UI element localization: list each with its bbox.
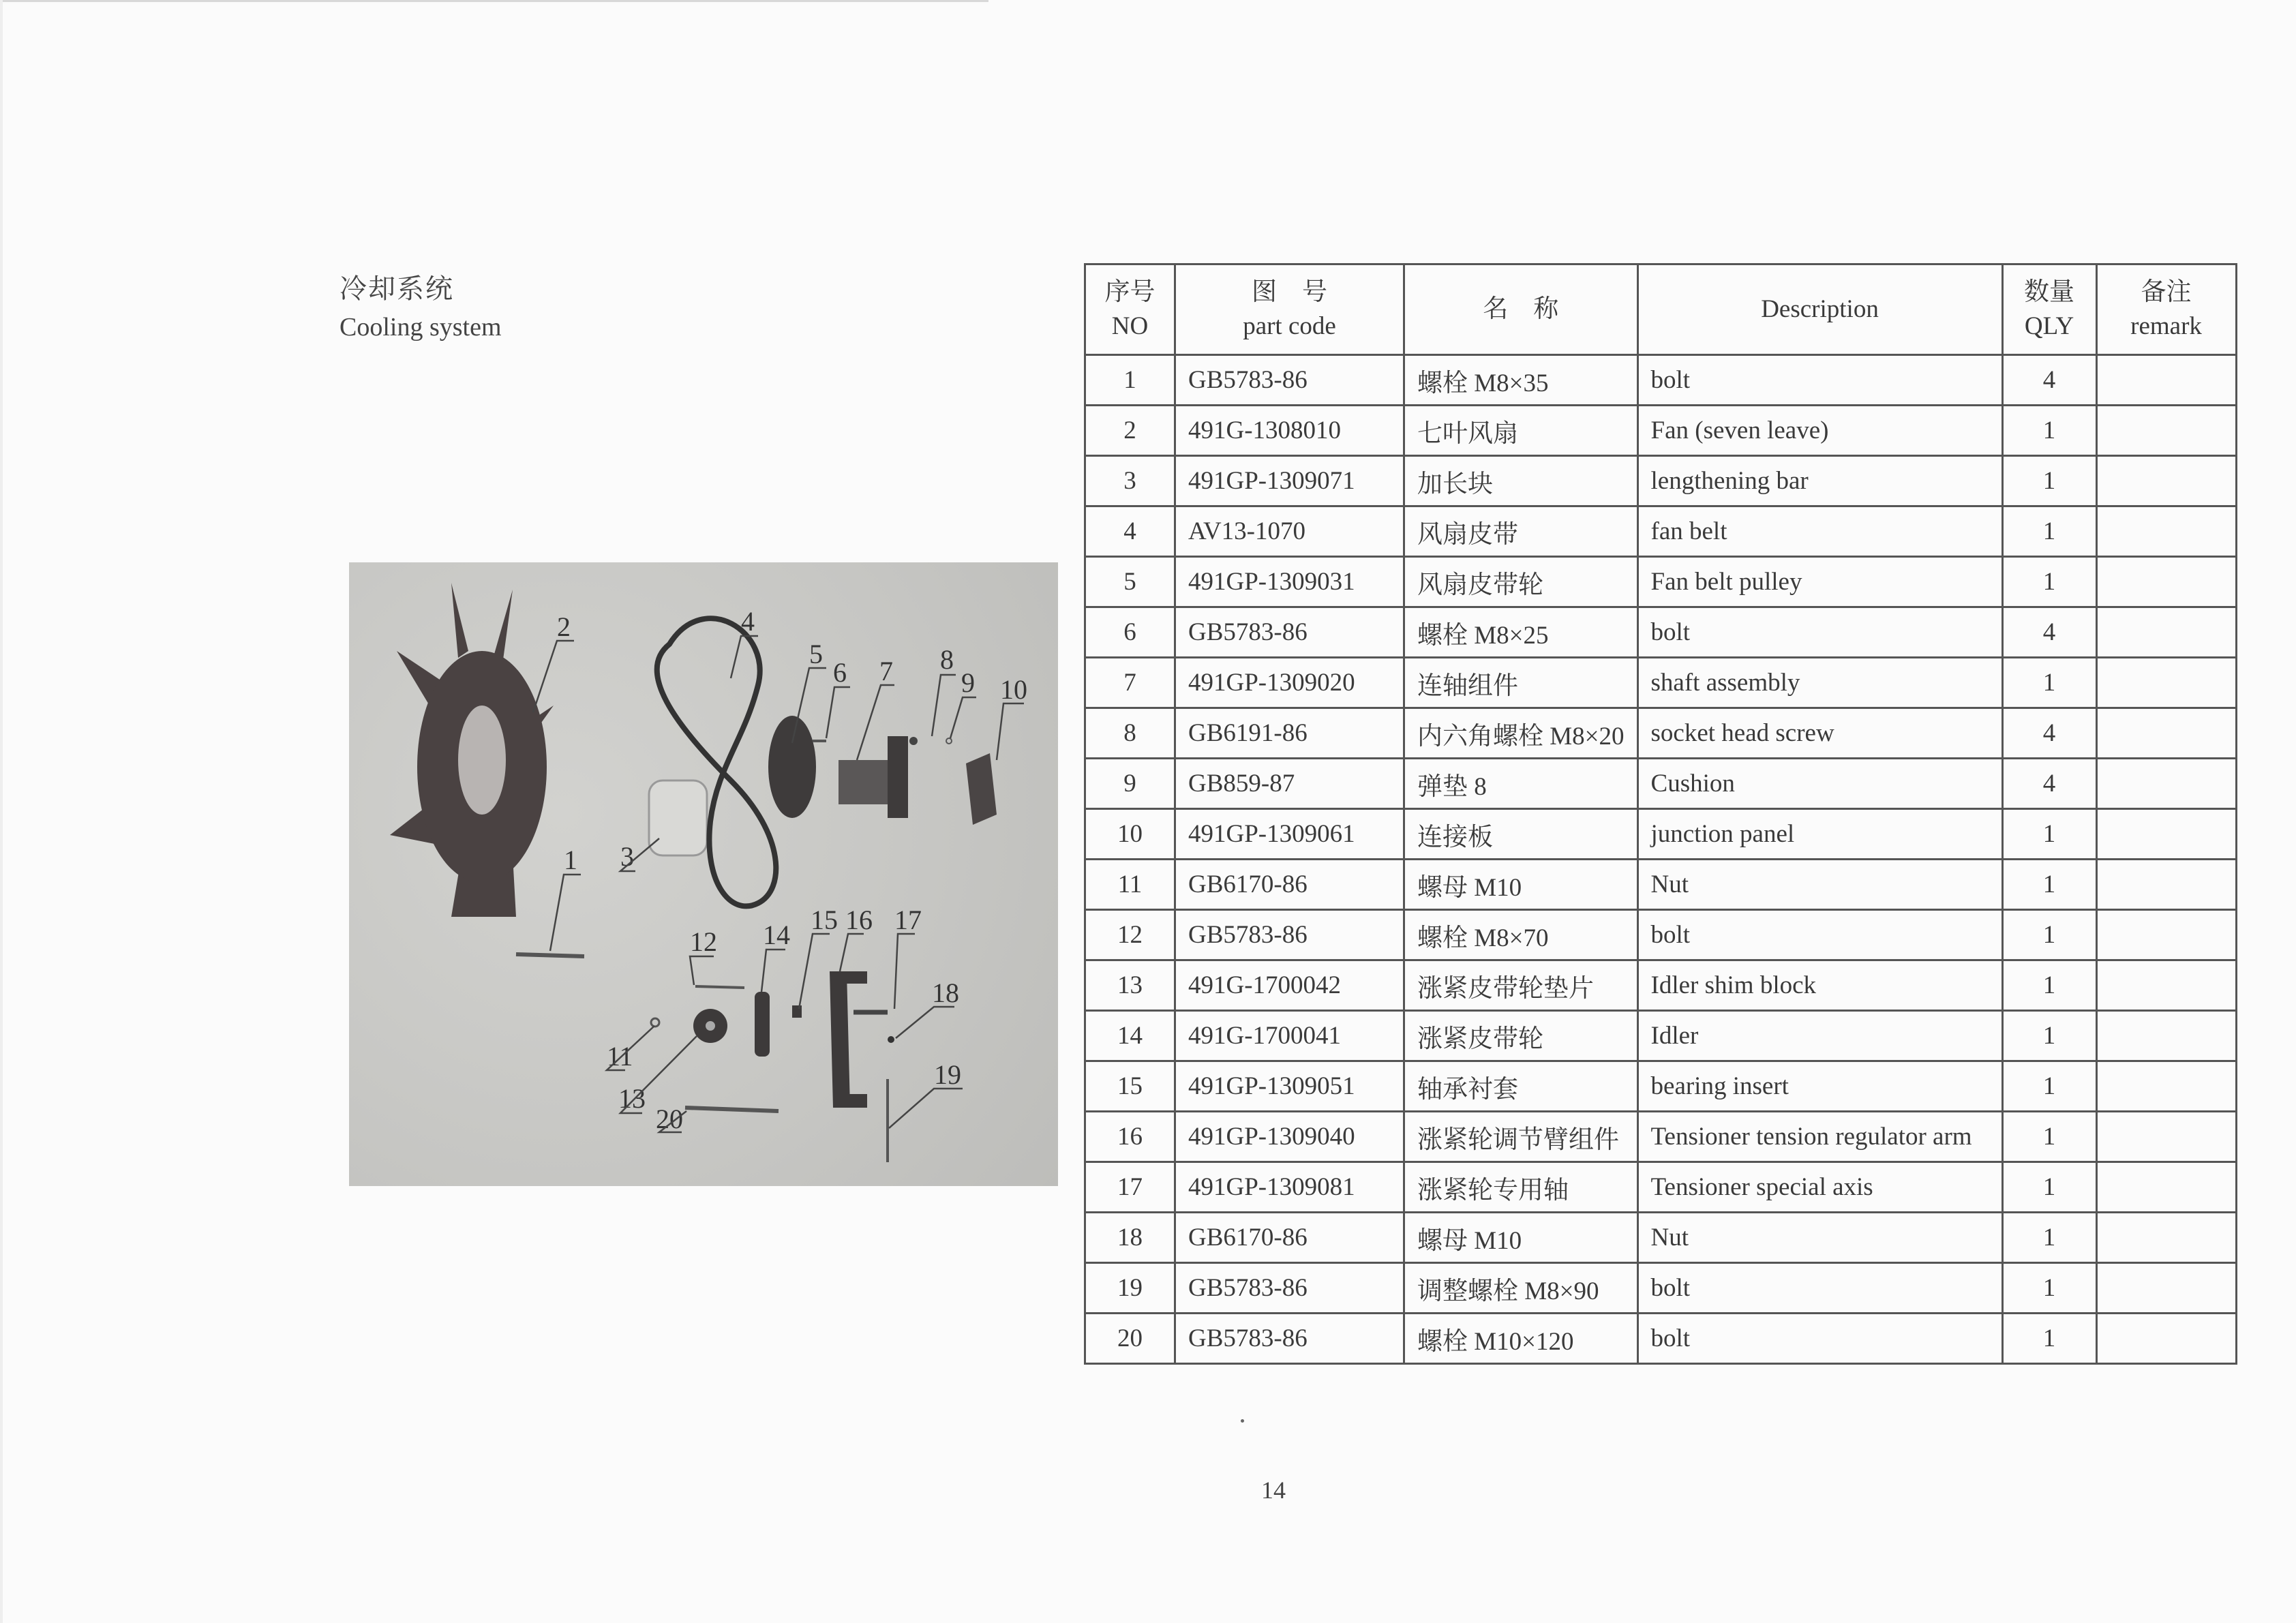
cell-quantity: 1 — [2002, 456, 2096, 506]
svg-text:15: 15 — [811, 905, 838, 935]
cell-quantity: 1 — [2002, 1263, 2096, 1314]
cell-name: 螺母 M10 — [1404, 860, 1638, 910]
cell-no: 9 — [1085, 759, 1175, 809]
header-no: 序号 NO — [1085, 264, 1175, 355]
svg-text:7: 7 — [879, 656, 893, 686]
cell-name: 风扇皮带 — [1404, 506, 1638, 557]
cell-quantity: 1 — [2002, 506, 2096, 557]
cell-description: Nut — [1637, 1213, 2002, 1263]
cell-no: 18 — [1085, 1213, 1175, 1263]
table-row — [1085, 1263, 2237, 1314]
cell-part-code: GB5783-86 — [1175, 607, 1404, 658]
svg-text:3: 3 — [620, 841, 634, 872]
cell-remark — [2096, 557, 2236, 607]
cell-remark — [2096, 1162, 2236, 1213]
table-row — [1085, 759, 2237, 809]
cell-quantity: 1 — [2002, 809, 2096, 860]
cell-quantity: 4 — [2002, 355, 2096, 406]
cell-description: bolt — [1637, 607, 2002, 658]
parts-list-table — [1084, 263, 2237, 1365]
cell-part-code: 491G-1700042 — [1175, 960, 1404, 1011]
scan-speck — [1241, 1419, 1244, 1423]
cell-description: Fan belt pulley — [1637, 557, 2002, 607]
cell-part-code: GB6191-86 — [1175, 708, 1404, 759]
cell-name: 七叶风扇 — [1404, 406, 1638, 456]
table-row — [1085, 910, 2237, 960]
cell-no: 3 — [1085, 456, 1175, 506]
svg-text:5: 5 — [809, 639, 823, 669]
svg-text:1: 1 — [564, 845, 577, 875]
cell-remark — [2096, 1011, 2236, 1061]
table-row — [1085, 557, 2237, 607]
header-name: 名 称 — [1404, 264, 1638, 355]
cell-name: 弹垫 8 — [1404, 759, 1638, 809]
table-row — [1085, 658, 2237, 708]
svg-text:16: 16 — [845, 905, 873, 935]
table-row — [1085, 406, 2237, 456]
cell-no: 19 — [1085, 1263, 1175, 1314]
table-row — [1085, 960, 2237, 1011]
cell-quantity: 4 — [2002, 708, 2096, 759]
cell-remark — [2096, 1263, 2236, 1314]
cell-no: 10 — [1085, 809, 1175, 860]
svg-text:4: 4 — [741, 606, 755, 637]
cell-no: 6 — [1085, 607, 1175, 658]
cell-name: 螺栓 M8×35 — [1404, 355, 1638, 406]
cell-part-code: 491GP-1309051 — [1175, 1061, 1404, 1112]
cell-no: 2 — [1085, 406, 1175, 456]
cell-remark — [2096, 1213, 2236, 1263]
cell-quantity: 1 — [2002, 406, 2096, 456]
cell-name: 内六角螺栓 M8×20 — [1404, 708, 1638, 759]
cell-name: 轴承衬套 — [1404, 1061, 1638, 1112]
cell-part-code: GB5783-86 — [1175, 910, 1404, 960]
cell-name: 涨紧轮调节臂组件 — [1404, 1112, 1638, 1162]
svg-text:2: 2 — [557, 611, 571, 642]
cell-quantity: 1 — [2002, 1011, 2096, 1061]
cell-description: bolt — [1637, 910, 2002, 960]
cell-part-code: GB859-87 — [1175, 759, 1404, 809]
cell-name: 涨紧轮专用轴 — [1404, 1162, 1638, 1213]
cell-remark — [2096, 355, 2236, 406]
cell-remark — [2096, 406, 2236, 456]
cell-quantity: 1 — [2002, 1162, 2096, 1213]
cell-quantity: 1 — [2002, 1112, 2096, 1162]
cell-quantity: 1 — [2002, 960, 2096, 1011]
header-remark: 备注 remark — [2096, 264, 2236, 355]
svg-text:9: 9 — [961, 667, 975, 698]
table-row — [1085, 1061, 2237, 1112]
cell-part-code: 491GP-1309031 — [1175, 557, 1404, 607]
cell-no: 7 — [1085, 658, 1175, 708]
cell-description: socket head screw — [1637, 708, 2002, 759]
table-row — [1085, 1314, 2237, 1364]
cell-no: 20 — [1085, 1314, 1175, 1364]
cell-description: Fan (seven leave) — [1637, 406, 2002, 456]
cell-part-code: 491GP-1309061 — [1175, 809, 1404, 860]
cell-no: 11 — [1085, 860, 1175, 910]
exploded-parts-photo — [349, 562, 1058, 1186]
svg-text:6: 6 — [833, 657, 847, 688]
table-row — [1085, 1112, 2237, 1162]
cell-description: bolt — [1637, 1314, 2002, 1364]
svg-text:19: 19 — [934, 1059, 961, 1090]
cell-remark — [2096, 658, 2236, 708]
svg-text:17: 17 — [894, 905, 922, 935]
svg-text:12: 12 — [690, 926, 717, 957]
cell-part-code: 491G-1700041 — [1175, 1011, 1404, 1061]
cell-remark — [2096, 1061, 2236, 1112]
cell-name: 加长块 — [1404, 456, 1638, 506]
table-row — [1085, 860, 2237, 910]
table-row — [1085, 607, 2237, 658]
cell-description: fan belt — [1637, 506, 2002, 557]
cell-name: 涨紧皮带轮垫片 — [1404, 960, 1638, 1011]
scan-top-edge — [0, 0, 988, 2]
cell-description: Cushion — [1637, 759, 2002, 809]
svg-text:20: 20 — [656, 1104, 683, 1134]
table-header-row — [1085, 264, 2237, 355]
header-quantity: 数量 QLY — [2002, 264, 2096, 355]
table-row — [1085, 355, 2237, 406]
table-row — [1085, 506, 2237, 557]
cell-quantity: 4 — [2002, 759, 2096, 809]
header-description: Description — [1637, 264, 2002, 355]
svg-text:18: 18 — [932, 977, 959, 1008]
svg-text:14: 14 — [763, 920, 790, 950]
cell-quantity: 1 — [2002, 860, 2096, 910]
cell-part-code: GB6170-86 — [1175, 1213, 1404, 1263]
cell-remark — [2096, 607, 2236, 658]
cell-part-code: GB5783-86 — [1175, 1263, 1404, 1314]
cell-remark — [2096, 456, 2236, 506]
table-row — [1085, 1213, 2237, 1263]
cell-remark — [2096, 759, 2236, 809]
cell-name: 螺栓 M10×120 — [1404, 1314, 1638, 1364]
cell-quantity: 1 — [2002, 1314, 2096, 1364]
callout-labels — [349, 562, 1058, 1186]
cell-remark — [2096, 1314, 2236, 1364]
section-title-en: Cooling system — [339, 313, 502, 342]
cell-name: 连轴组件 — [1404, 658, 1638, 708]
cell-name: 螺栓 M8×70 — [1404, 910, 1638, 960]
cell-quantity: 1 — [2002, 910, 2096, 960]
cell-name: 螺栓 M8×25 — [1404, 607, 1638, 658]
svg-text:8: 8 — [940, 644, 954, 675]
cell-no: 15 — [1085, 1061, 1175, 1112]
cell-part-code: GB5783-86 — [1175, 1314, 1404, 1364]
cell-description: Idler shim block — [1637, 960, 2002, 1011]
cell-description: shaft assembly — [1637, 658, 2002, 708]
cell-remark — [2096, 1112, 2236, 1162]
cell-description: bolt — [1637, 1263, 2002, 1314]
table-row — [1085, 1011, 2237, 1061]
svg-text:10: 10 — [1000, 674, 1027, 705]
cell-description: Tensioner special axis — [1637, 1162, 2002, 1213]
cell-description: Nut — [1637, 860, 2002, 910]
svg-text:13: 13 — [618, 1083, 646, 1114]
cell-description: bearing insert — [1637, 1061, 2002, 1112]
cell-name: 风扇皮带轮 — [1404, 557, 1638, 607]
cell-no: 13 — [1085, 960, 1175, 1011]
cell-description: lengthening bar — [1637, 456, 2002, 506]
cell-remark — [2096, 860, 2236, 910]
cell-part-code: 491G-1308010 — [1175, 406, 1404, 456]
cell-part-code: GB5783-86 — [1175, 355, 1404, 406]
scan-left-edge — [0, 0, 3, 1623]
cell-remark — [2096, 809, 2236, 860]
cell-remark — [2096, 506, 2236, 557]
cell-name: 涨紧皮带轮 — [1404, 1011, 1638, 1061]
cell-name: 螺母 M10 — [1404, 1213, 1638, 1263]
cell-part-code: AV13-1070 — [1175, 506, 1404, 557]
cell-part-code: 491GP-1309020 — [1175, 658, 1404, 708]
cell-no: 14 — [1085, 1011, 1175, 1061]
svg-text:11: 11 — [607, 1041, 633, 1072]
cell-description: bolt — [1637, 355, 2002, 406]
cell-no: 12 — [1085, 910, 1175, 960]
page-number: 14 — [1261, 1476, 1286, 1504]
cell-no: 8 — [1085, 708, 1175, 759]
cell-part-code: GB6170-86 — [1175, 860, 1404, 910]
cell-no: 5 — [1085, 557, 1175, 607]
section-title-cn: 冷却系统 — [339, 273, 454, 304]
table-row — [1085, 1162, 2237, 1213]
cell-no: 4 — [1085, 506, 1175, 557]
cell-remark — [2096, 910, 2236, 960]
table-row — [1085, 708, 2237, 759]
cell-quantity: 1 — [2002, 658, 2096, 708]
cell-quantity: 1 — [2002, 1061, 2096, 1112]
cell-remark — [2096, 708, 2236, 759]
cell-name: 连接板 — [1404, 809, 1638, 860]
cell-part-code: 491GP-1309081 — [1175, 1162, 1404, 1213]
cell-description: junction panel — [1637, 809, 2002, 860]
cell-quantity: 4 — [2002, 607, 2096, 658]
cell-description: Idler — [1637, 1011, 2002, 1061]
cell-no: 1 — [1085, 355, 1175, 406]
table-row — [1085, 809, 2237, 860]
cell-description: Tensioner tension regulator arm — [1637, 1112, 2002, 1162]
cell-part-code: 491GP-1309040 — [1175, 1112, 1404, 1162]
cell-quantity: 1 — [2002, 557, 2096, 607]
cell-quantity: 1 — [2002, 1213, 2096, 1263]
header-part-code: 图 号 part code — [1175, 264, 1404, 355]
table-row — [1085, 456, 2237, 506]
cell-part-code: 491GP-1309071 — [1175, 456, 1404, 506]
cell-name: 调整螺栓 M8×90 — [1404, 1263, 1638, 1314]
cell-no: 17 — [1085, 1162, 1175, 1213]
cell-remark — [2096, 960, 2236, 1011]
cell-no: 16 — [1085, 1112, 1175, 1162]
